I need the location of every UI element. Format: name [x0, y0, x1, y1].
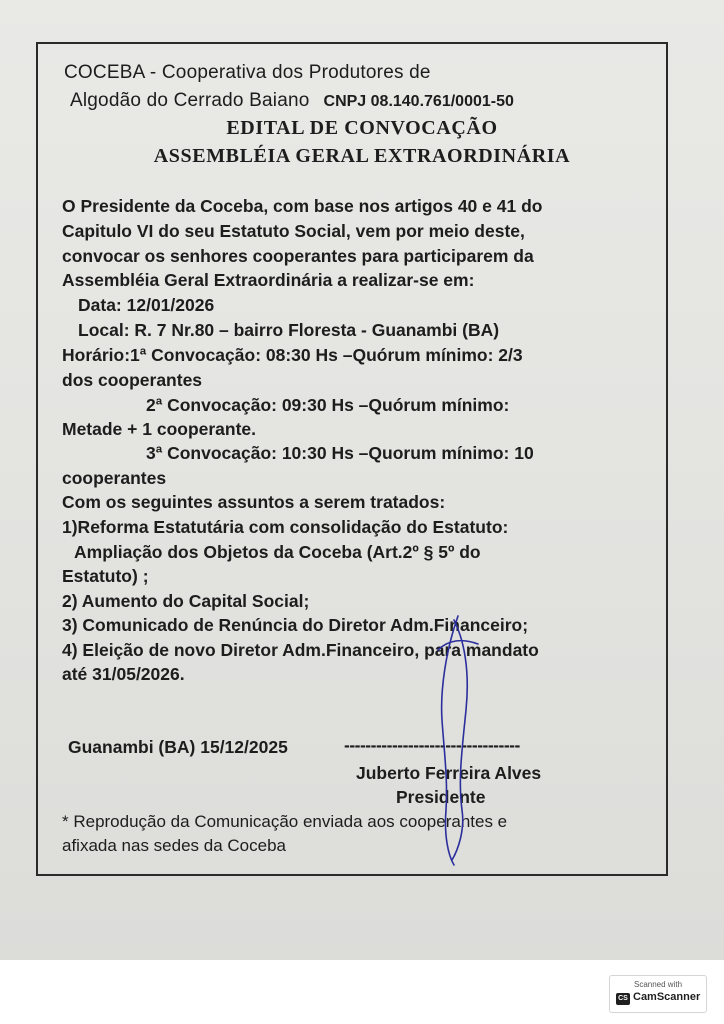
signer-role: Presidente — [396, 787, 486, 807]
signer-name: Juberto Ferreira Alves — [356, 763, 542, 783]
footnote-cont: afixada nas sedes da Coceba — [62, 836, 286, 855]
agenda-item-1: 1)Reforma Estatutária com consolidação do Estatuto: — [62, 517, 509, 537]
schedule-second-call: 2ª Convocação: 09:30 Hs –Quórum mínimo: — [146, 395, 510, 415]
body-line: Assembléia Geral Extraordinária a realizar-se em: — [62, 270, 475, 290]
signature-line: --------------------------------- — [344, 735, 520, 755]
agenda-item-2: 2) Aumento do Capital Social; — [62, 591, 310, 611]
schedule-first-call-cont: dos cooperantes — [62, 370, 203, 390]
agenda-item-4-cont: até 31/05/2026. — [62, 664, 185, 684]
agenda-item-1-cont: Estatuto) ; — [62, 566, 149, 586]
body-line: Capitulo VI do seu Estatuto Social, vem por meio deste, — [62, 221, 525, 241]
schedule-second-call-cont: Metade + 1 cooperante. — [62, 419, 257, 439]
schedule-third-call-cont: cooperantes — [62, 468, 167, 488]
body-line: convocar os senhores cooperantes para participarem da — [62, 246, 534, 266]
meeting-date: Data: 12/01/2026 — [78, 295, 215, 315]
meeting-location: Local: R. 7 Nr.80 – bairro Floresta - Guanambi (BA) — [78, 320, 500, 340]
camscanner-badge — [609, 975, 707, 1013]
handwritten-signature — [418, 610, 488, 870]
org-name-line1: COCEBA - Cooperativa dos Produtores de — [64, 62, 431, 83]
agenda-item-1-cont: Ampliação dos Objetos da Coceba (Art.2º § 5º do — [74, 542, 481, 562]
schedule-first-call: Horário:1ª Convocação: 08:30 Hs –Quórum mínimo: 2/3 — [62, 345, 523, 365]
title-assembleia: ASSEMBLÉIA GERAL EXTRAORDINÁRIA — [153, 145, 571, 167]
footnote: * Reprodução da Comunicação enviada aos cooperantes e — [62, 812, 508, 831]
body-line: O Presidente da Coceba, com base nos artigos 40 e 41 do — [62, 196, 543, 216]
agenda-item-4: 4) Eleição de novo Diretor Adm.Financeiro, para mandato — [62, 640, 539, 660]
agenda-item-3: 3) Comunicado de Renúncia do Diretor Adm.Financeiro; — [62, 615, 529, 635]
org-name-line2-row — [70, 90, 514, 112]
signature-stroke — [438, 616, 478, 865]
place-and-date: Guanambi (BA) 15/12/2025 — [68, 737, 288, 757]
org-name-line2: Algodão do Cerrado Baiano — [70, 90, 310, 111]
camscanner-logo-icon: CS — [616, 993, 630, 1005]
cnpj: CNPJ 08.140.761/0001-50 — [323, 93, 514, 110]
title-edital: EDITAL DE CONVOCAÇÃO — [226, 117, 498, 139]
agenda-intro: Com os seguintes assuntos a serem tratados: — [62, 492, 446, 512]
camscanner-brand: CamScanner — [633, 991, 701, 1003]
schedule-third-call: 3ª Convocação: 10:30 Hs –Quorum mínimo: 10 — [146, 443, 534, 463]
scanned-with-label: Scanned with — [633, 980, 683, 989]
